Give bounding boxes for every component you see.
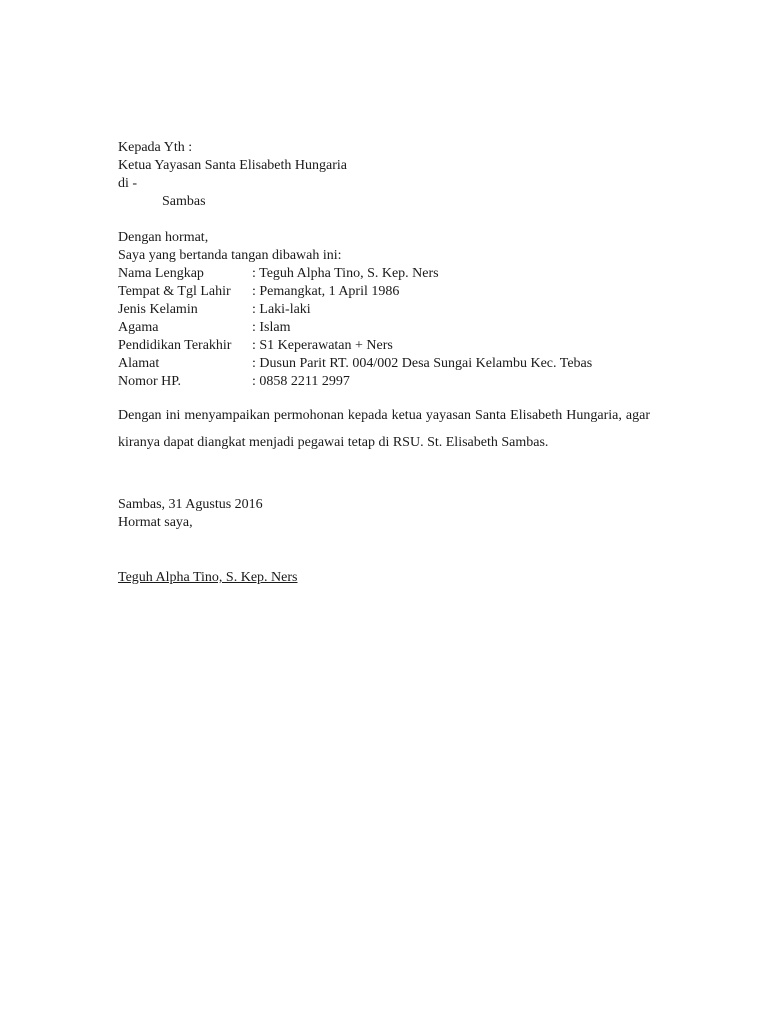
- recipient-block: [118, 139, 347, 211]
- signature-name: Teguh Alpha Tino, S. Kep. Ners: [118, 570, 298, 585]
- field-label: Agama: [118, 320, 159, 335]
- closing-block: [118, 496, 263, 532]
- recipient-city: Sambas: [162, 194, 206, 209]
- field-row-education: [118, 337, 592, 355]
- field-row-address: [118, 355, 592, 373]
- field-value: : Pemangkat, 1 April 1986: [252, 284, 400, 299]
- field-label: Nomor HP.: [118, 374, 182, 389]
- field-label: Tempat & Tgl Lahir: [118, 284, 231, 299]
- field-value: : 0858 2211 2997: [252, 374, 350, 389]
- field-label: Nama Lengkap: [118, 266, 204, 281]
- request-paragraph: Dengan ini menyampaikan permohonan kepada ketua yayasan Santa Elisabeth Hungaria, agar kiranya dapat diangkat menjadi pegawai tetap di RSU. St. Elisabeth Sambas.: [118, 408, 650, 450]
- field-value: : Dusun Parit RT. 004/002 Desa Sungai Kelambu Kec. Tebas: [252, 356, 593, 371]
- applicant-details: [118, 265, 592, 391]
- place-date: Sambas, 31 Agustus 2016: [118, 497, 263, 512]
- field-value: : Islam: [252, 320, 291, 335]
- field-label: Alamat: [118, 356, 160, 371]
- intro-text: Saya yang bertanda tangan dibawah ini:: [118, 248, 342, 263]
- greeting-block: [118, 229, 342, 265]
- salutation: Dengan hormat,: [118, 230, 209, 245]
- field-label: Pendidikan Terakhir: [118, 338, 232, 353]
- field-row-name: [118, 265, 592, 283]
- regards-text: Hormat saya,: [118, 515, 193, 530]
- field-label: Jenis Kelamin: [118, 302, 198, 317]
- recipient-at: di -: [118, 176, 138, 191]
- field-row-phone: [118, 373, 592, 391]
- field-value: : S1 Keperawatan + Ners: [252, 338, 393, 353]
- field-row-gender: [118, 301, 592, 319]
- recipient-addressing: Kepada Yth :: [118, 140, 193, 155]
- field-row-birth: [118, 283, 592, 301]
- field-value: : Laki-laki: [252, 302, 311, 317]
- field-row-religion: [118, 319, 592, 337]
- field-value: : Teguh Alpha Tino, S. Kep. Ners: [252, 266, 439, 281]
- recipient-name: Ketua Yayasan Santa Elisabeth Hungaria: [118, 158, 347, 173]
